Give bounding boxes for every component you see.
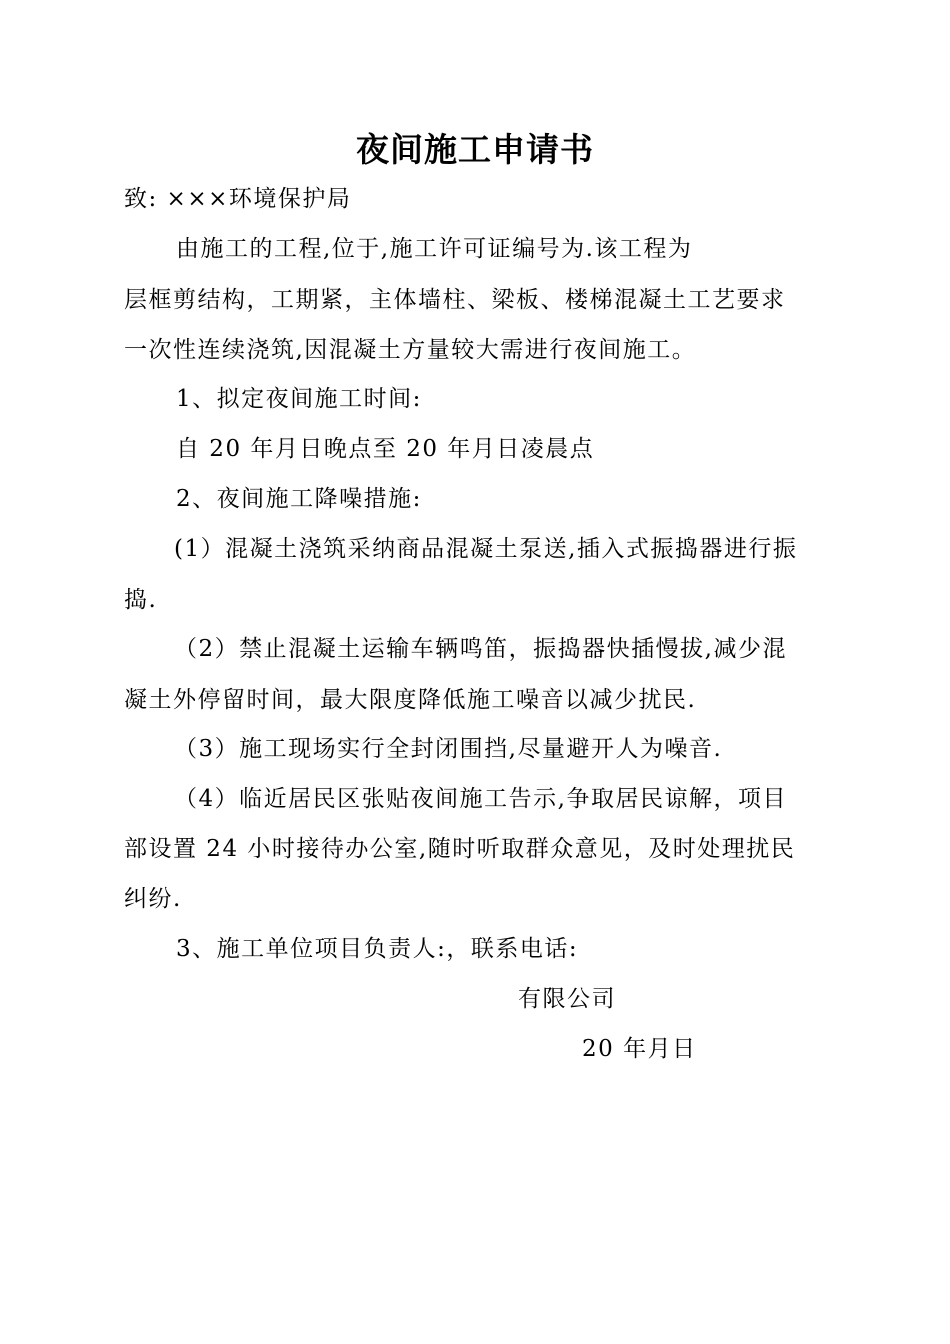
measure-4-line-3: 纠纷. [124, 886, 182, 912]
document-title: 夜间施工申请书 [356, 130, 594, 169]
measure-1-line-1: (1）混凝土浇筑采纳商品混凝土泵送,插入式振捣器进行振 [174, 536, 798, 562]
section-1-content: 自 20 年月日晚点至 20 年月日凌晨点 [176, 436, 595, 462]
addressee-line: 致: ×××环境保护局 [124, 186, 352, 212]
section-2-heading: 2、夜间施工降噪措施: [176, 486, 422, 512]
measure-3-line: （3）施工现场实行全封闭围挡,尽量避开人为噪音. [174, 736, 723, 762]
signature-company: 有限公司 [518, 986, 616, 1012]
section-1-heading: 1、拟定夜间施工时间: [176, 386, 422, 412]
signature-date: 20 年月日 [582, 1036, 697, 1062]
measure-2-line-1: （2）禁止混凝土运输车辆鸣笛，振捣器快插慢拔,减少混 [174, 636, 787, 662]
intro-line-1: 由施工的工程,位于,施工许可证编号为.该工程为 [176, 236, 693, 262]
measure-2-line-2: 凝土外停留时间，最大限度降低施工噪音以减少扰民. [124, 687, 697, 713]
intro-line-2: 层框剪结构，工期紧，主体墙柱、梁板、楼梯混凝土工艺要求 [124, 287, 786, 313]
section-3-heading: 3、施工单位项目负责人:，联系电话: [176, 936, 579, 962]
measure-4-line-1: （4）临近居民区张贴夜间施工告示,争取居民谅解，项目 [174, 786, 787, 812]
measure-4-line-2: 部设置 24 小时接待办公室,随时听取群众意见，及时处理扰民 [124, 836, 796, 862]
intro-line-3: 一次性连续浇筑,因混凝土方量较大需进行夜间施工。 [124, 337, 697, 363]
measure-1-line-2: 捣. [124, 587, 158, 613]
